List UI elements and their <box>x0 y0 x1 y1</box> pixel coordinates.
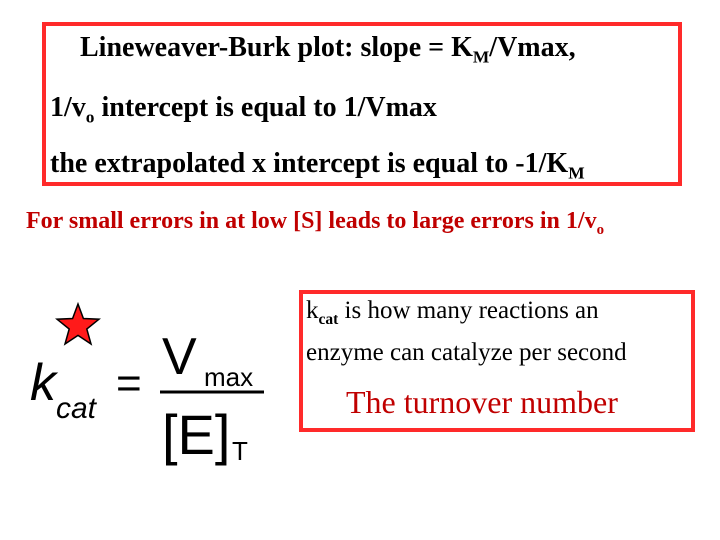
intercept-line: $1/v_o$ intercept is equal to 1/Vmax <box>50 92 437 127</box>
kcat-definition: $k_{cat}$ is how many reactions an enzyme can catalyze per second <box>306 297 627 366</box>
formula-vmax: V <box>162 328 197 386</box>
error-note: For small errors in at low [S] leads to large errors in $1/v_o$ <box>26 208 605 238</box>
formula-kcat-sub: cat <box>56 392 97 425</box>
x-intercept-line: the extrapolated x intercept is equal to $-1/K_M$ <box>50 148 585 183</box>
kcat-formula <box>28 316 278 466</box>
formula-enzyme: [E] <box>162 403 231 466</box>
formula-vmax-sub: max <box>204 362 254 392</box>
formula-kcat: k <box>30 354 56 412</box>
formula-equals: = <box>116 359 142 408</box>
slope-line: Lineweaver-Burk plot: slope = $K_M$/Vmax, <box>80 32 576 67</box>
turnover-label: The turnover number <box>346 384 618 420</box>
formula-enzyme-sub: T <box>232 436 248 466</box>
